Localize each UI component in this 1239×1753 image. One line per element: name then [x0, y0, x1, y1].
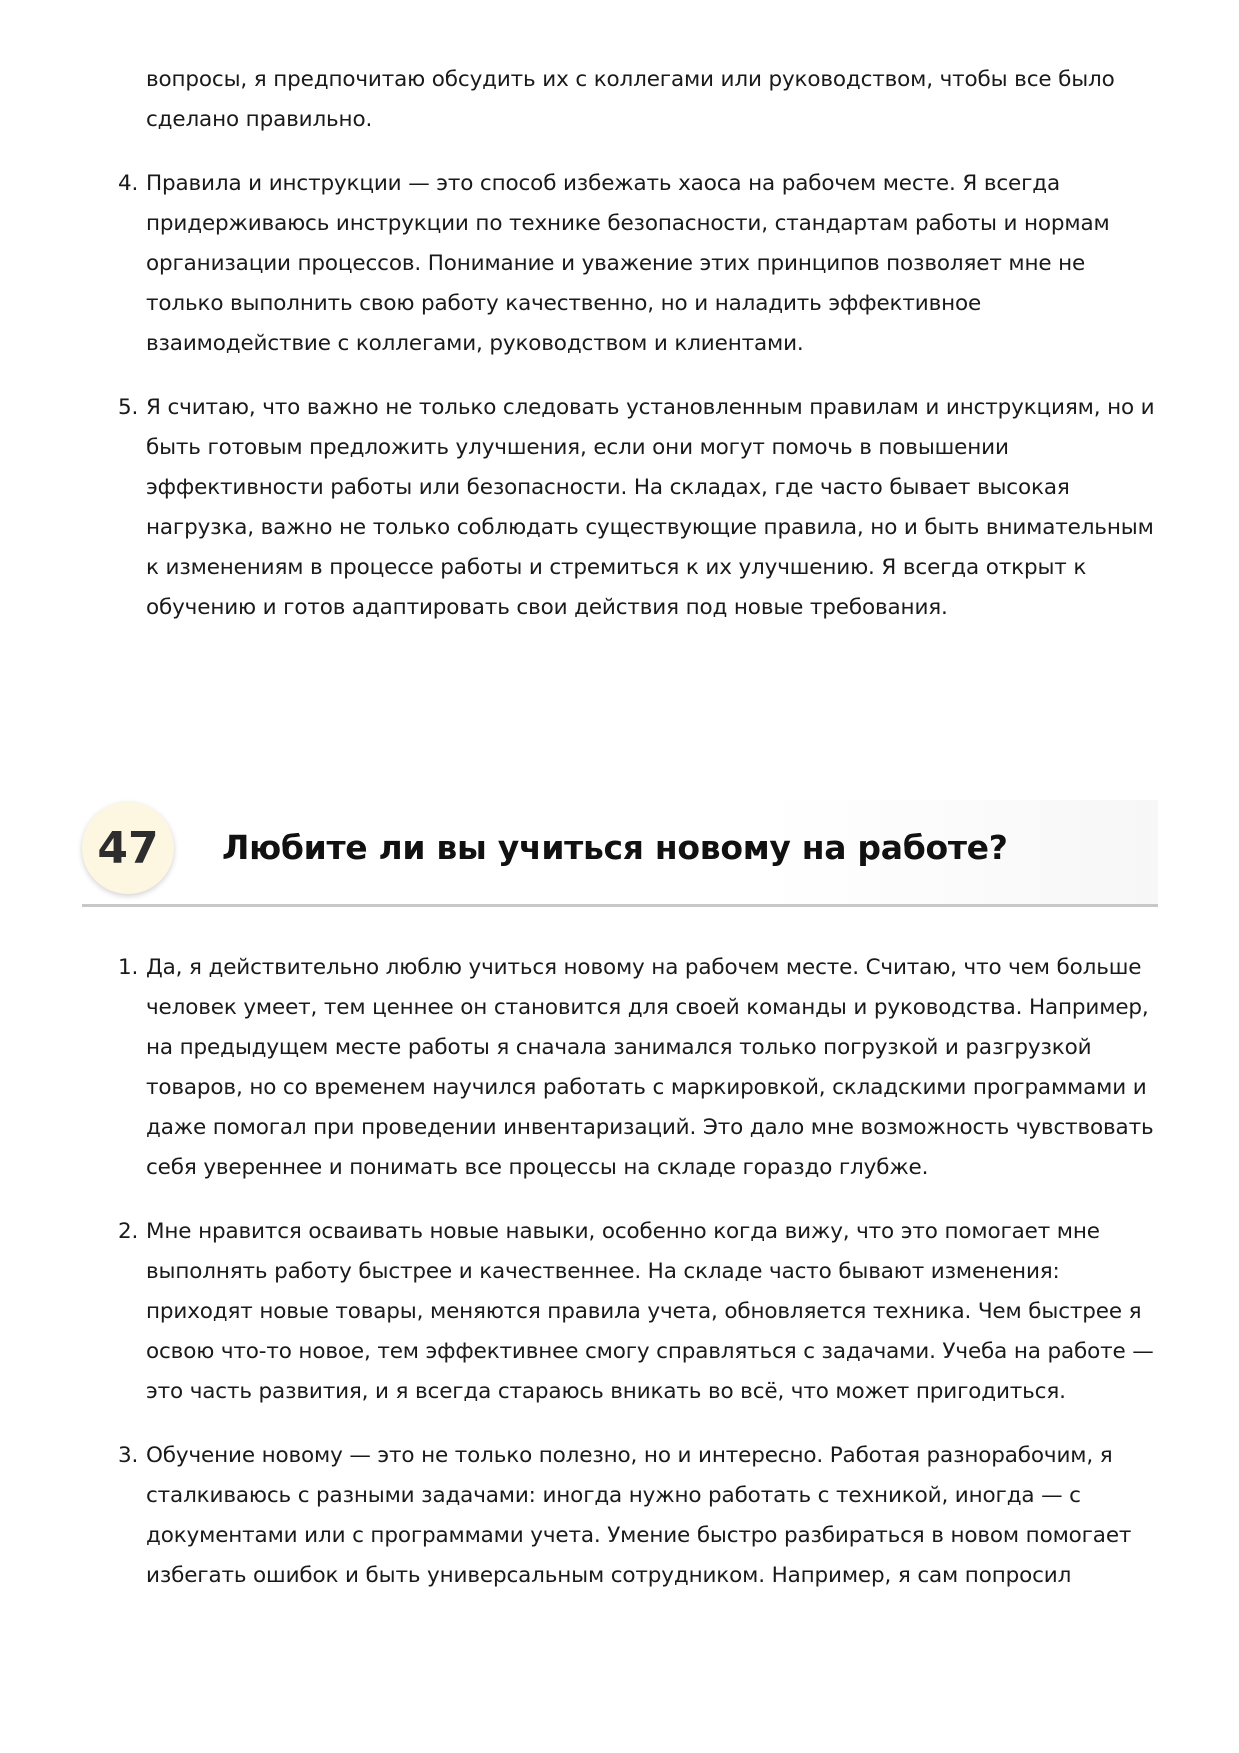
list-item-number: 2.	[118, 1219, 139, 1244]
list-item-text: Да, я действительно люблю учиться новому на рабочем месте. Считаю, что чем больше человек умеет, тем ценнее он становится для своей команды и руководства. Например, на предыдущем месте работы я сначала занимался только погрузкой и разгрузкой товаров, но со временем научился работать с маркировкой, складскими программами и даже помогал при проведении инвентаризаций. Это дало мне возможность чувствовать себя увереннее и понимать все процессы на складе гораздо глубже.	[146, 955, 1154, 1180]
list-item	[118, 164, 1163, 364]
question-number-badge: 47	[82, 802, 174, 894]
list-item-number: 1.	[118, 955, 139, 980]
answer-list-continued	[118, 60, 1163, 652]
question-title: Любите ли вы учиться новому на работе?	[222, 828, 1008, 867]
answer-list	[118, 948, 1163, 1620]
list-item-text: Я считаю, что важно не только следовать установленным правилам и инструкциям, но и быть готовым предложить улучшения, если они могут помочь в повышении эффективности работы или безопасности. На складах, где часто бывает высокая нагрузка, важно не только соблюдать существующие правила, но и быть внимательным к изменениям в процессе работы и стремиться к их улучшению. Я всегда открыт к обучению и готов адаптировать свои действия под новые требования.	[146, 395, 1155, 620]
list-item	[118, 388, 1163, 628]
list-item-text: Мне нравится осваивать новые навыки, особенно когда вижу, что это помогает мне выполнять работу быстрее и качественнее. На складе часто бывают изменения: приходят новые товары, меняются правила учета, обновляется техника. Чем быстрее я освою что-то новое, тем эффективнее смогу справляться с задачами. Учеба на работе — это часть развития, и я всегда стараюсь вникать во всё, что может пригодиться.	[146, 1219, 1154, 1404]
list-item-text: Правила и инструкции — это способ избежать хаоса на рабочем месте. Я всегда придерживаюсь инструкции по технике безопасности, стандартам работы и нормам организации процессов. Понимание и уважение этих принципов позволяет мне не только выполнить свою работу качественно, но и наладить эффективное взаимодействие с коллегами, руководством и клиентами.	[146, 171, 1110, 356]
question-header	[82, 800, 1158, 907]
list-item	[118, 60, 1163, 140]
list-item-number: 3.	[118, 1443, 139, 1468]
list-item-text: вопросы, я предпочитаю обсудить их с коллегами или руководством, чтобы все было сделано правильно.	[146, 67, 1115, 132]
list-item-number: 4.	[118, 171, 139, 196]
list-item	[118, 1436, 1163, 1596]
list-item	[118, 948, 1163, 1188]
list-item-text: Обучение новому — это не только полезно, но и интересно. Работая разнорабочим, я сталкиваюсь с разными задачами: иногда нужно работать с техникой, иногда — с документами или с программами учета. Умение быстро разбираться в новом помогает избегать ошибок и быть универсальным сотрудником. Например, я сам попросил	[146, 1443, 1132, 1588]
list-item	[118, 1212, 1163, 1412]
list-item-number: 5.	[118, 395, 139, 420]
